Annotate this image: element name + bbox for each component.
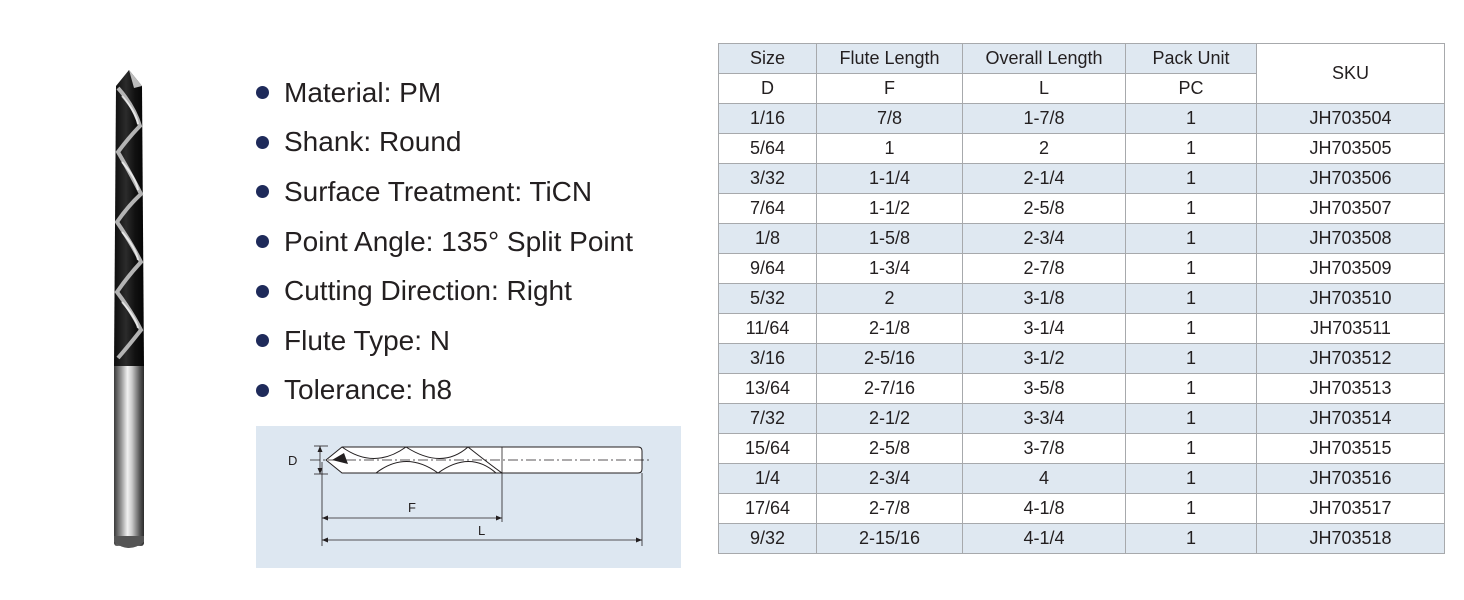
dim-label-d: D (288, 453, 298, 468)
cell-flute-length: 2 (817, 284, 963, 314)
header-sku: SKU (1257, 44, 1445, 104)
cell-flute-length: 2-1/8 (817, 314, 963, 344)
dim-label-l: L (478, 523, 486, 538)
table-row (719, 194, 1445, 224)
cell-pack-unit: 1 (1126, 494, 1257, 524)
unit-flute-length: F (817, 74, 963, 104)
cell-pack-unit: 1 (1126, 194, 1257, 224)
bullet-icon (256, 235, 269, 248)
cell-sku: JH703515 (1257, 434, 1445, 464)
cell-overall-length: 4-1/4 (963, 524, 1126, 554)
cell-sku: JH703510 (1257, 284, 1445, 314)
table-row (719, 524, 1445, 554)
table-row (719, 344, 1445, 374)
cell-size: 5/64 (719, 134, 817, 164)
cell-size: 1/8 (719, 224, 817, 254)
cell-size: 11/64 (719, 314, 817, 344)
cell-flute-length: 1-5/8 (817, 224, 963, 254)
cell-flute-length: 1 (817, 134, 963, 164)
spec-label: Surface Treatment: TiCN (284, 175, 593, 207)
cell-overall-length: 2-7/8 (963, 254, 1126, 284)
cell-overall-length: 4 (963, 464, 1126, 494)
cell-pack-unit: 1 (1126, 374, 1257, 404)
table-row (719, 254, 1445, 284)
cell-size: 1/4 (719, 464, 817, 494)
cell-sku: JH703504 (1257, 104, 1445, 134)
cell-sku: JH703508 (1257, 224, 1445, 254)
cell-sku: JH703506 (1257, 164, 1445, 194)
cell-size: 9/32 (719, 524, 817, 554)
product-table (718, 43, 1445, 554)
cell-sku: JH703507 (1257, 194, 1445, 224)
spec-item-flute-type (256, 316, 633, 366)
cell-size: 7/32 (719, 404, 817, 434)
header-size: Size (719, 44, 817, 74)
table-row (719, 104, 1445, 134)
cell-pack-unit: 1 (1126, 314, 1257, 344)
cell-flute-length: 2-5/8 (817, 434, 963, 464)
cell-overall-length: 2-3/4 (963, 224, 1126, 254)
cell-overall-length: 3-7/8 (963, 434, 1126, 464)
bullet-icon (256, 86, 269, 99)
cell-overall-length: 1-7/8 (963, 104, 1126, 134)
cell-overall-length: 3-1/4 (963, 314, 1126, 344)
cell-overall-length: 2 (963, 134, 1126, 164)
spec-item-tolerance (256, 366, 633, 416)
cell-pack-unit: 1 (1126, 524, 1257, 554)
bullet-icon (256, 384, 269, 397)
dim-label-f: F (408, 500, 416, 515)
cell-pack-unit: 1 (1126, 224, 1257, 254)
cell-size: 15/64 (719, 434, 817, 464)
cell-pack-unit: 1 (1126, 434, 1257, 464)
spec-label: Flute Type: N (284, 324, 451, 356)
cell-pack-unit: 1 (1126, 344, 1257, 374)
cell-flute-length: 2-5/16 (817, 344, 963, 374)
bullet-icon (256, 185, 269, 198)
cell-flute-length: 2-7/16 (817, 374, 963, 404)
cell-pack-unit: 1 (1126, 284, 1257, 314)
cell-size: 3/32 (719, 164, 817, 194)
spec-label: Cutting Direction: Right (284, 275, 572, 307)
cell-flute-length: 1-3/4 (817, 254, 963, 284)
cell-sku: JH703513 (1257, 374, 1445, 404)
header-overall-length: Overall Length (963, 44, 1126, 74)
cell-overall-length: 3-5/8 (963, 374, 1126, 404)
cell-overall-length: 3-3/4 (963, 404, 1126, 434)
cell-sku: JH703518 (1257, 524, 1445, 554)
table-row (719, 434, 1445, 464)
cell-flute-length: 2-7/8 (817, 494, 963, 524)
table-row (719, 284, 1445, 314)
table-row (719, 224, 1445, 254)
unit-size: D (719, 74, 817, 104)
drill-bit-image (104, 66, 154, 552)
cell-size: 1/16 (719, 104, 817, 134)
header-flute-length: Flute Length (817, 44, 963, 74)
bullet-icon (256, 285, 269, 298)
spec-item-point-angle (256, 217, 633, 267)
cell-sku: JH703514 (1257, 404, 1445, 434)
bullet-icon (256, 334, 269, 347)
table-row (719, 164, 1445, 194)
cell-overall-length: 3-1/2 (963, 344, 1126, 374)
table-row (719, 314, 1445, 344)
cell-size: 17/64 (719, 494, 817, 524)
cell-size: 13/64 (719, 374, 817, 404)
spec-label: Point Angle: 135° Split Point (284, 225, 633, 257)
cell-sku: JH703516 (1257, 464, 1445, 494)
cell-pack-unit: 1 (1126, 464, 1257, 494)
cell-pack-unit: 1 (1126, 164, 1257, 194)
dimension-diagram (256, 426, 681, 568)
cell-flute-length: 2-1/2 (817, 404, 963, 434)
bullet-icon (256, 136, 269, 149)
cell-overall-length: 2-1/4 (963, 164, 1126, 194)
spec-label: Shank: Round (284, 126, 462, 158)
cell-sku: JH703512 (1257, 344, 1445, 374)
table-row (719, 404, 1445, 434)
cell-flute-length: 7/8 (817, 104, 963, 134)
spec-item-material (256, 68, 633, 118)
cell-flute-length: 1-1/2 (817, 194, 963, 224)
cell-size: 9/64 (719, 254, 817, 284)
cell-pack-unit: 1 (1126, 404, 1257, 434)
cell-pack-unit: 1 (1126, 254, 1257, 284)
cell-size: 3/16 (719, 344, 817, 374)
cell-overall-length: 2-5/8 (963, 194, 1126, 224)
cell-pack-unit: 1 (1126, 134, 1257, 164)
table-row (719, 464, 1445, 494)
spec-label: Material: PM (284, 76, 442, 108)
cell-flute-length: 1-1/4 (817, 164, 963, 194)
header-pack-unit: Pack Unit (1126, 44, 1257, 74)
table-row (719, 374, 1445, 404)
spec-list (256, 68, 633, 415)
spec-item-surface-treatment (256, 167, 633, 217)
cell-size: 7/64 (719, 194, 817, 224)
cell-overall-length: 4-1/8 (963, 494, 1126, 524)
table-body (719, 104, 1445, 554)
spec-item-cutting-direction (256, 266, 633, 316)
spec-label: Tolerance: h8 (284, 374, 453, 406)
spec-item-shank (256, 118, 633, 168)
cell-pack-unit: 1 (1126, 104, 1257, 134)
table-row (719, 494, 1445, 524)
unit-pack-unit: PC (1126, 74, 1257, 104)
cell-sku: JH703509 (1257, 254, 1445, 284)
table-row (719, 134, 1445, 164)
cell-size: 5/32 (719, 284, 817, 314)
unit-overall-length: L (963, 74, 1126, 104)
cell-sku: JH703505 (1257, 134, 1445, 164)
cell-flute-length: 2-15/16 (817, 524, 963, 554)
cell-overall-length: 3-1/8 (963, 284, 1126, 314)
cell-flute-length: 2-3/4 (817, 464, 963, 494)
cell-sku: JH703511 (1257, 314, 1445, 344)
cell-sku: JH703517 (1257, 494, 1445, 524)
